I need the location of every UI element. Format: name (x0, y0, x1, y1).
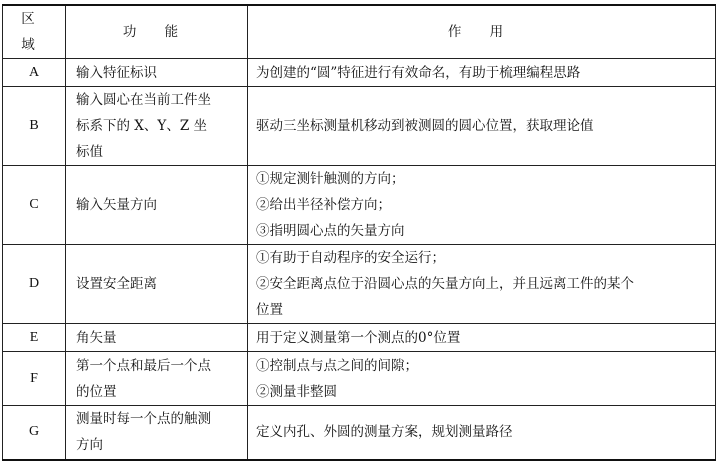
function-cell (66, 352, 248, 406)
function-cell (66, 324, 248, 352)
table-row (3, 406, 716, 460)
function-text: 输入矢量方向 (76, 197, 157, 213)
use-text: 位置 (256, 302, 283, 318)
table-row (3, 166, 716, 245)
region-cell: D (3, 245, 66, 324)
use-text: ①规定测针触测的方向； (256, 171, 405, 187)
table-row (3, 324, 716, 352)
function-text: 角矢量 (76, 329, 117, 346)
table-row (3, 352, 716, 406)
use-cell (248, 406, 716, 460)
table-row (3, 87, 716, 166)
header-use: 作 用 (248, 5, 716, 59)
use-text: ①控制点与点之间的间隙； (256, 357, 418, 374)
function-text: 输入圆心在当前工件坐 (76, 92, 211, 108)
function-table (2, 4, 716, 461)
use-cell (248, 166, 716, 245)
table-header-row (3, 5, 716, 59)
region-cell: A (3, 59, 66, 87)
function-cell (66, 245, 248, 324)
table-row (3, 59, 716, 87)
header-region: 区 域 (3, 5, 66, 59)
use-text: ①有助于自动程序的安全运行； (256, 250, 445, 266)
function-text: 的位置 (76, 383, 117, 400)
region-cell: G (3, 406, 66, 460)
region-cell: B (3, 87, 66, 166)
use-cell (248, 324, 716, 352)
region-cell: F (3, 352, 66, 406)
use-text: 为创建的“圆”特征进行有效命名，有助于梳理编程思路 (256, 64, 581, 81)
function-text: 测量时每一个点的触测 (76, 411, 211, 428)
use-cell (248, 352, 716, 406)
function-text: 标值 (76, 144, 103, 160)
use-text: ②安全距离点位于沿圆心点的矢量方向上，并且远离工件的某个 (256, 276, 634, 292)
function-cell (66, 87, 248, 166)
use-text: ②给出半径补偿方向； (256, 197, 391, 213)
region-cell: C (3, 166, 66, 245)
function-text: 第一个点和最后一个点 (76, 357, 211, 374)
region-cell: E (3, 324, 66, 352)
function-text: 设置安全距离 (76, 276, 157, 292)
table-row (3, 245, 716, 324)
use-text: 用于定义测量第一个测点的0°位置 (256, 329, 461, 346)
function-text: 方向 (76, 437, 103, 454)
function-cell (66, 166, 248, 245)
header-function: 功 能 (66, 5, 248, 59)
use-cell (248, 59, 716, 87)
function-cell (66, 406, 248, 460)
function-text: 输入特征标识 (76, 64, 157, 81)
use-text: ②测量非整圆 (256, 383, 337, 400)
use-cell (248, 87, 716, 166)
use-cell (248, 245, 716, 324)
use-text: ③指明圆心点的矢量方向 (256, 223, 405, 239)
function-cell (66, 59, 248, 87)
function-text: 标系下的 X、Y、Z 坐 (76, 118, 207, 134)
use-text: 驱动三坐标测量机移动到被测圆的圆心位置，获取理论值 (256, 118, 594, 134)
use-text: 定义内孔、外圆的测量方案，规划测量路径 (256, 424, 513, 441)
